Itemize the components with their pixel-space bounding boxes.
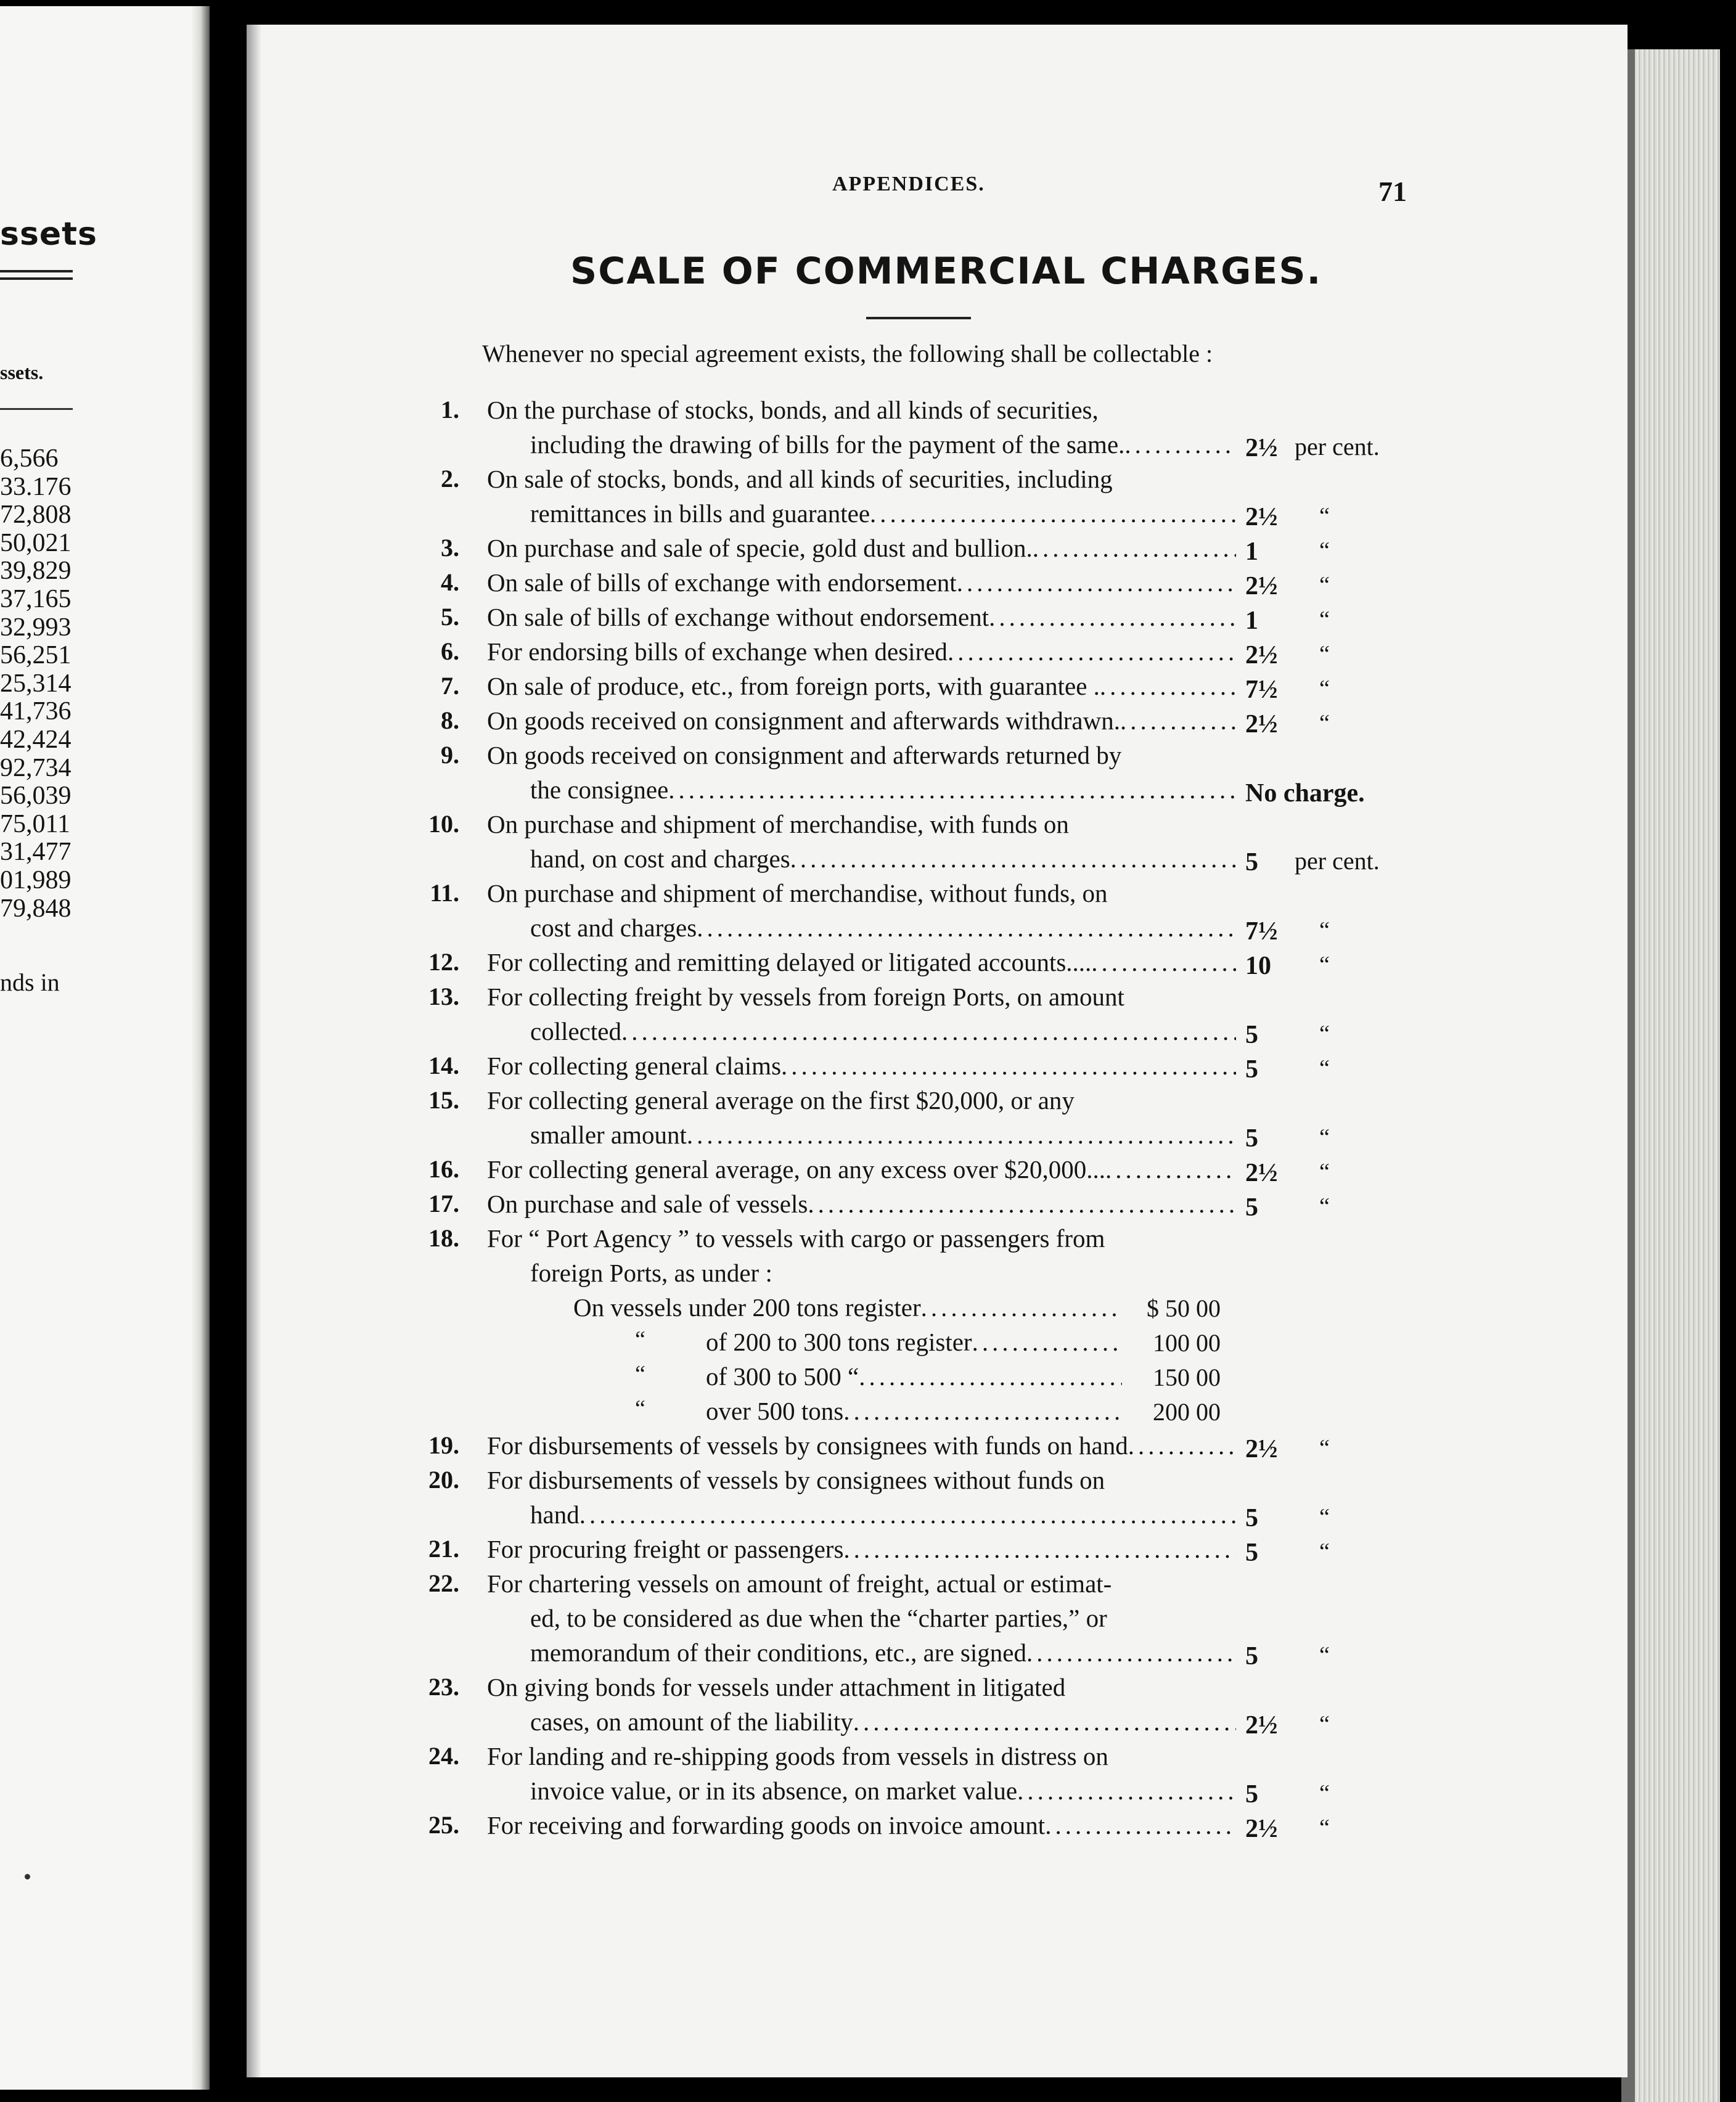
ditto-mark: “ xyxy=(635,1396,645,1421)
ditto-mark: “ xyxy=(1319,572,1330,598)
item-rate: 2½ xyxy=(1245,434,1278,462)
item-number: 20. xyxy=(428,1466,459,1494)
item-text-line xyxy=(487,705,1236,736)
left-page-figure: 50,021 xyxy=(0,528,72,557)
ditto-mark: “ xyxy=(1319,1435,1330,1461)
item-label: ed, to be considered as due when the “charter parties,” or xyxy=(530,1604,1107,1632)
item-rate: 2½ xyxy=(1245,1815,1278,1843)
item-text-line xyxy=(487,740,1121,771)
dot-leader xyxy=(843,1396,1122,1426)
port-agency-label: of 300 to 500 “ xyxy=(706,1362,859,1391)
dot-leader xyxy=(972,1327,1122,1357)
item-text-line xyxy=(487,1223,1105,1254)
item-text-line xyxy=(530,1016,1236,1047)
item-label: invoice value, or in its absence, on market value xyxy=(530,1777,1018,1805)
item-number: 22. xyxy=(428,1569,459,1597)
intro-text: Whenever no special agreement exists, the following shall be collectable : xyxy=(482,340,1213,367)
item-text-line xyxy=(487,1085,1075,1116)
item-text-line xyxy=(530,1706,1236,1737)
port-agency-amount: $ 50 00 xyxy=(1147,1294,1221,1322)
port-agency-row xyxy=(706,1396,1122,1426)
item-text-line xyxy=(487,636,1236,667)
item-label: For chartering vessels on amount of freight, actual or estimat- xyxy=(487,1569,1112,1598)
item-rate: 5 xyxy=(1245,1780,1258,1809)
item-text-line xyxy=(487,878,1108,909)
item-text-line xyxy=(487,1465,1105,1495)
page-number: 71 xyxy=(1378,176,1407,207)
item-label: remittances in bills and guarantee xyxy=(530,499,870,528)
item-text-line xyxy=(487,1154,1236,1185)
port-agency-row xyxy=(573,1292,1122,1323)
port-agency-label: On vessels under 200 tons register xyxy=(573,1293,921,1322)
left-page-figure: 33.176 xyxy=(0,472,72,501)
dot-leader xyxy=(957,567,1236,598)
left-page-figure: 56,039 xyxy=(0,782,72,811)
left-page-figure: 25,314 xyxy=(0,669,72,698)
dot-leader xyxy=(697,912,1236,943)
item-label: cases, on amount of the liability xyxy=(530,1707,853,1736)
ditto-mark: “ xyxy=(1319,1159,1330,1185)
item-text-line xyxy=(530,1258,772,1288)
item-rate: 1 xyxy=(1245,538,1258,566)
item-text-line xyxy=(530,843,1236,874)
item-text-line xyxy=(530,774,1236,805)
item-number: 4. xyxy=(441,568,459,596)
item-number: 8. xyxy=(441,706,459,734)
left-page-figure: 92,734 xyxy=(0,753,72,782)
item-text-line xyxy=(487,464,1113,494)
port-agency-amount: 200 00 xyxy=(1153,1398,1221,1426)
item-number: 5. xyxy=(441,603,459,631)
item-number: 3. xyxy=(441,534,459,562)
item-rate: 2½ xyxy=(1245,1711,1278,1740)
ditto-mark: “ xyxy=(1319,538,1330,563)
ditto-mark: “ xyxy=(1319,1539,1330,1564)
item-rate: 5 xyxy=(1245,1055,1258,1084)
item-number: 25. xyxy=(428,1811,459,1839)
item-unit: per cent. xyxy=(1295,433,1380,460)
left-page-figure: 72,808 xyxy=(0,501,72,530)
item-number: 23. xyxy=(428,1673,459,1701)
ditto-mark: “ xyxy=(1319,1193,1330,1219)
item-number: 10. xyxy=(428,810,459,838)
item-number: 16. xyxy=(428,1155,459,1183)
item-text-line xyxy=(487,533,1236,563)
left-page-figure: 6,566 xyxy=(0,444,59,473)
item-rate: 5 xyxy=(1245,1124,1258,1153)
ditto-mark: “ xyxy=(635,1361,645,1387)
left-page-figure: 37,165 xyxy=(0,584,72,613)
item-number: 2. xyxy=(441,465,459,493)
item-text-line xyxy=(530,1119,1236,1150)
item-label: On sale of produce, etc., from foreign ports, with guarantee . xyxy=(487,672,1100,700)
port-agency-row xyxy=(706,1361,1122,1392)
item-number: 14. xyxy=(428,1052,459,1079)
dot-leader xyxy=(1105,1154,1236,1185)
port-agency-row xyxy=(706,1327,1122,1357)
item-text-line xyxy=(530,1775,1236,1806)
dot-leader xyxy=(870,498,1236,529)
item-label: For disbursements of vessels by consignees without funds on xyxy=(487,1466,1105,1494)
item-text-line xyxy=(487,1741,1108,1772)
item-label: cost and charges xyxy=(530,914,697,942)
item-label: On goods received on consignment and afterwards returned by xyxy=(487,741,1122,769)
item-number: 1. xyxy=(441,396,459,423)
ditto-mark: “ xyxy=(1319,1780,1330,1806)
item-number: 11. xyxy=(430,879,459,907)
dot-leader xyxy=(1026,1637,1236,1668)
item-label: On giving bonds for vessels under attachment in litigated xyxy=(487,1673,1066,1701)
dot-leader xyxy=(668,774,1236,805)
left-page-figure: 32,993 xyxy=(0,613,72,642)
left-page-heading: ssets xyxy=(0,216,97,253)
item-unit: per cent. xyxy=(1295,847,1380,875)
item-rate: 10 xyxy=(1245,952,1271,980)
ditto-mark: “ xyxy=(1319,1021,1330,1047)
item-text-line xyxy=(487,1672,1065,1703)
ditto-mark: “ xyxy=(1319,676,1330,701)
item-text-line xyxy=(487,947,1236,978)
item-label: On purchase and shipment of merchandise, without funds, on xyxy=(487,879,1108,907)
item-label: For collecting general average, on any excess over $20,000... xyxy=(487,1155,1105,1184)
item-number: 21. xyxy=(428,1535,459,1563)
ditto-mark: “ xyxy=(1319,1642,1330,1668)
left-page-figure: 56,251 xyxy=(0,641,72,670)
item-number: 12. xyxy=(428,948,459,976)
item-label: For disbursements of vessels by consignees with funds on hand xyxy=(487,1431,1128,1460)
item-label: On purchase and sale of specie, gold dust and bullion. xyxy=(487,534,1033,562)
page-title: SCALE OF COMMERCIAL CHARGES. xyxy=(570,250,1322,293)
item-label: On purchase and sale of vessels xyxy=(487,1190,808,1218)
item-text-line xyxy=(487,395,1099,425)
dot-leader xyxy=(1017,1775,1236,1806)
item-text-line xyxy=(487,671,1236,701)
item-label: For procuring freight or passengers xyxy=(487,1535,844,1563)
item-text-line xyxy=(530,498,1236,529)
item-number: 15. xyxy=(428,1086,459,1114)
item-text-line xyxy=(487,602,1236,632)
dot-leader xyxy=(989,602,1236,632)
item-label: For “ Port Agency ” to vessels with cargo or passengers from xyxy=(487,1224,1105,1253)
left-page-figure: 75,011 xyxy=(0,809,70,838)
item-text-line xyxy=(487,1568,1112,1599)
item-number: 9. xyxy=(441,741,459,769)
item-label: smaller amount xyxy=(530,1121,687,1149)
left-page-footer: nds in xyxy=(0,968,60,996)
item-text-line xyxy=(487,1430,1236,1461)
item-text-line xyxy=(487,567,1236,598)
item-rate: 2½ xyxy=(1245,503,1278,531)
item-rate: 5 xyxy=(1245,848,1258,877)
item-label: the consignee xyxy=(530,775,669,804)
item-text-line xyxy=(530,1499,1236,1530)
dot-leader xyxy=(1100,671,1236,701)
item-rate: 2½ xyxy=(1245,641,1278,669)
item-label: For collecting freight by vessels from foreign Ports, on amount xyxy=(487,983,1124,1011)
item-rate: 2½ xyxy=(1245,1159,1278,1187)
dot-leader xyxy=(579,1499,1236,1530)
left-page-subheading: ssets. xyxy=(0,361,44,383)
item-label: For endorsing bills of exchange when desired xyxy=(487,637,948,666)
item-rate: 1 xyxy=(1245,607,1258,635)
item-label: On the purchase of stocks, bonds, and all kinds of securities, xyxy=(487,396,1099,424)
left-page-figure: 41,736 xyxy=(0,697,72,726)
item-number: 13. xyxy=(428,983,459,1010)
ditto-mark: “ xyxy=(1319,710,1330,736)
item-text-line xyxy=(487,1534,1236,1564)
item-text-line xyxy=(487,1810,1236,1841)
left-page-figure: 79,848 xyxy=(0,894,72,923)
item-label: For collecting and remitting delayed or litigated accounts.... xyxy=(487,948,1092,976)
dot-leader xyxy=(621,1016,1236,1047)
item-rate: 5 xyxy=(1245,1642,1258,1671)
item-rate: 5 xyxy=(1245,1539,1258,1567)
dot-leader xyxy=(1128,1430,1236,1461)
ditto-mark: “ xyxy=(1319,607,1330,632)
dot-leader xyxy=(1045,1810,1236,1841)
item-rate: 7½ xyxy=(1245,917,1278,946)
item-label: foreign Ports, as under : xyxy=(530,1259,772,1287)
item-text-line xyxy=(530,1637,1236,1668)
item-rate: 2½ xyxy=(1245,572,1278,600)
dot-leader xyxy=(843,1534,1236,1564)
ditto-mark: “ xyxy=(1319,1815,1330,1841)
item-text-line xyxy=(530,429,1236,460)
dot-leader xyxy=(859,1361,1122,1392)
item-rate: 5 xyxy=(1245,1193,1258,1222)
item-rate: 2½ xyxy=(1245,710,1278,738)
item-rate: 5 xyxy=(1245,1504,1258,1532)
item-label: including the drawing of bills for the payment of the same. xyxy=(530,430,1125,459)
dot-leader xyxy=(790,843,1236,874)
item-number: 18. xyxy=(428,1224,459,1252)
item-label: On sale of stocks, bonds, and all kinds of securities, including xyxy=(487,465,1113,493)
dot-leader xyxy=(781,1050,1236,1081)
item-label: For collecting general average on the first $20,000, or any xyxy=(487,1086,1075,1114)
ditto-mark: “ xyxy=(1319,952,1330,978)
item-label: memorandum of their conditions, etc., are signed xyxy=(530,1638,1026,1667)
item-rate: 2½ xyxy=(1245,1435,1278,1463)
item-label: For landing and re-shipping goods from vessels in distress on xyxy=(487,1742,1108,1770)
item-rate: 7½ xyxy=(1245,676,1278,704)
item-label: On sale of bills of exchange without endorsement xyxy=(487,603,989,631)
ditto-mark: “ xyxy=(1319,503,1330,529)
ditto-mark: “ xyxy=(635,1327,645,1352)
item-label: For collecting general claims xyxy=(487,1052,782,1080)
ditto-mark: “ xyxy=(1319,1504,1330,1530)
left-page-figure: 42,424 xyxy=(0,725,72,754)
ditto-mark: “ xyxy=(1319,1055,1330,1081)
item-label: On purchase and shipment of merchandise, with funds on xyxy=(487,810,1069,838)
item-label: On sale of bills of exchange with endorsement xyxy=(487,568,957,597)
port-agency-label: over 500 tons xyxy=(706,1397,844,1425)
dot-leader xyxy=(1124,429,1236,460)
item-label: hand xyxy=(530,1500,579,1529)
item-label: collected xyxy=(530,1017,621,1045)
dot-leader xyxy=(1091,947,1236,978)
port-agency-amount: 100 00 xyxy=(1153,1329,1221,1357)
ditto-mark: “ xyxy=(1319,1124,1330,1150)
left-page-figure: 31,477 xyxy=(0,838,72,867)
ditto-mark: “ xyxy=(1319,1711,1330,1737)
ditto-mark: “ xyxy=(1319,917,1330,943)
item-text-line xyxy=(487,809,1069,840)
item-text-line xyxy=(487,981,1124,1012)
dot-leader xyxy=(948,636,1236,667)
item-number: 24. xyxy=(428,1742,459,1770)
item-label: For receiving and forwarding goods on invoice amount xyxy=(487,1811,1046,1839)
item-rate: 5 xyxy=(1245,1021,1258,1049)
item-label: hand, on cost and charges xyxy=(530,844,790,873)
item-number: 17. xyxy=(428,1190,459,1217)
port-agency-amount: 150 00 xyxy=(1153,1364,1221,1391)
item-text-line xyxy=(487,1188,1236,1219)
ditto-mark: “ xyxy=(1319,641,1330,667)
left-page-figure: 39,829 xyxy=(0,557,72,586)
item-text-line xyxy=(487,1050,1236,1081)
dot-leader xyxy=(1033,533,1236,563)
dot-leader xyxy=(687,1119,1236,1150)
dot-leader xyxy=(921,1292,1122,1323)
dot-leader xyxy=(808,1188,1236,1219)
item-number: 6. xyxy=(441,637,459,665)
item-text-line xyxy=(530,912,1236,943)
dot-leader xyxy=(1120,705,1236,736)
item-label: On goods received on consignment and afterwards withdrawn. xyxy=(487,706,1120,735)
item-number: 19. xyxy=(428,1431,459,1459)
dot-leader xyxy=(853,1706,1236,1737)
port-agency-label: of 200 to 300 tons register xyxy=(706,1328,972,1356)
running-head: APPENDICES. xyxy=(832,173,985,195)
item-number: 7. xyxy=(441,672,459,700)
item-text-line xyxy=(530,1603,1107,1634)
item-rate: No charge. xyxy=(1245,779,1365,808)
left-page-figure: 01,989 xyxy=(0,865,72,894)
